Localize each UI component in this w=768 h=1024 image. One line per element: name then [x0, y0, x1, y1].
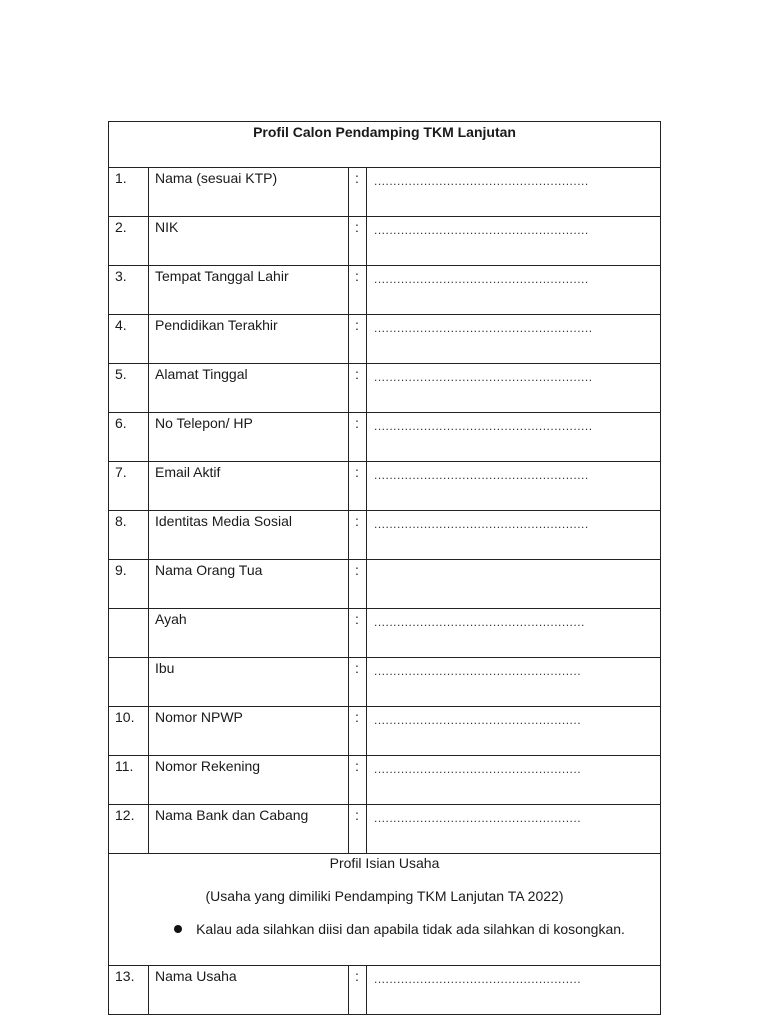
- row-label: Nomor Rekening: [149, 756, 349, 805]
- row-colon: :: [349, 315, 367, 364]
- row-colon: :: [349, 609, 367, 658]
- row-number: 4.: [109, 315, 149, 364]
- row-value-field[interactable]: ........................................................: [367, 217, 661, 266]
- row-colon: :: [349, 266, 367, 315]
- row-number: 8.: [109, 511, 149, 560]
- row-colon: :: [349, 707, 367, 756]
- row-value-field[interactable]: ........................................................: [367, 266, 661, 315]
- row-value-field[interactable]: ......................................................: [367, 756, 661, 805]
- row-label: Email Aktif: [149, 462, 349, 511]
- row-number: 12.: [109, 805, 149, 854]
- row-colon: :: [349, 364, 367, 413]
- row-number: 1.: [109, 168, 149, 217]
- form-row: [109, 609, 661, 658]
- row-value-field[interactable]: ......................................................: [367, 658, 661, 707]
- row-number: 13.: [109, 966, 149, 1015]
- row-colon: :: [349, 966, 367, 1015]
- form-row: [109, 560, 661, 609]
- row-label: Nama (sesuai KTP): [149, 168, 349, 217]
- form-row: [109, 805, 661, 854]
- form-row: [109, 413, 661, 462]
- row-label: Nama Bank dan Cabang: [149, 805, 349, 854]
- form-row: [109, 462, 661, 511]
- row-value-field[interactable]: ......................................................: [367, 966, 661, 1015]
- row-number: 9.: [109, 560, 149, 609]
- form-title: Profil Calon Pendamping TKM Lanjutan: [253, 124, 516, 140]
- row-value-field[interactable]: .........................................................: [367, 315, 661, 364]
- row-number: 10.: [109, 707, 149, 756]
- row-number: 2.: [109, 217, 149, 266]
- row-colon: :: [349, 658, 367, 707]
- row-colon: :: [349, 756, 367, 805]
- form-row: [109, 756, 661, 805]
- bullet-icon: [174, 925, 182, 933]
- form-row: [109, 511, 661, 560]
- form-row: [109, 707, 661, 756]
- row-label: Pendidikan Terakhir: [149, 315, 349, 364]
- row-label: Nama Orang Tua: [149, 560, 349, 609]
- row-value-field[interactable]: ........................................................: [367, 168, 661, 217]
- row-colon: :: [349, 217, 367, 266]
- row-value-field[interactable]: [367, 560, 661, 609]
- row-label: Ayah: [149, 609, 349, 658]
- section-subtitle: (Usaha yang dimiliki Pendamping TKM Lanjutan TA 2022): [205, 888, 564, 904]
- row-label: No Telepon/ HP: [149, 413, 349, 462]
- row-colon: :: [349, 168, 367, 217]
- row-number: [109, 609, 149, 658]
- row-label: Identitas Media Sosial: [149, 511, 349, 560]
- section-note-text: Kalau ada silahkan diisi dan apabila tidak ada silahkan di kosongkan.: [196, 921, 625, 937]
- profile-form-table: [108, 121, 661, 1015]
- row-label: NIK: [149, 217, 349, 266]
- row-colon: :: [349, 511, 367, 560]
- section-cell: [109, 854, 661, 966]
- form-row: [109, 217, 661, 266]
- row-colon: :: [349, 413, 367, 462]
- form-row: [109, 966, 661, 1015]
- row-number: 5.: [109, 364, 149, 413]
- section-note: [109, 921, 660, 937]
- row-value-field[interactable]: .........................................................: [367, 364, 661, 413]
- row-colon: :: [349, 560, 367, 609]
- row-colon: :: [349, 462, 367, 511]
- row-label: Nama Usaha: [149, 966, 349, 1015]
- row-number: 11.: [109, 756, 149, 805]
- form-row: [109, 315, 661, 364]
- row-value-field[interactable]: ........................................................: [367, 462, 661, 511]
- row-number: 6.: [109, 413, 149, 462]
- row-value-field[interactable]: .......................................................: [367, 609, 661, 658]
- row-label: Tempat Tanggal Lahir: [149, 266, 349, 315]
- form-title-cell: [109, 122, 661, 168]
- form-row: [109, 168, 661, 217]
- form-row: [109, 658, 661, 707]
- row-label: Nomor NPWP: [149, 707, 349, 756]
- section-title: Profil Isian Usaha: [329, 855, 440, 871]
- row-value-field[interactable]: ........................................................: [367, 511, 661, 560]
- row-number: 3.: [109, 266, 149, 315]
- row-colon: :: [349, 805, 367, 854]
- row-value-field[interactable]: ......................................................: [367, 805, 661, 854]
- row-value-field[interactable]: .........................................................: [367, 413, 661, 462]
- row-label: Ibu: [149, 658, 349, 707]
- row-label: Alamat Tinggal: [149, 364, 349, 413]
- row-number: [109, 658, 149, 707]
- row-number: 7.: [109, 462, 149, 511]
- form-row: [109, 364, 661, 413]
- form-row: [109, 266, 661, 315]
- section-row: [109, 854, 661, 966]
- row-value-field[interactable]: ......................................................: [367, 707, 661, 756]
